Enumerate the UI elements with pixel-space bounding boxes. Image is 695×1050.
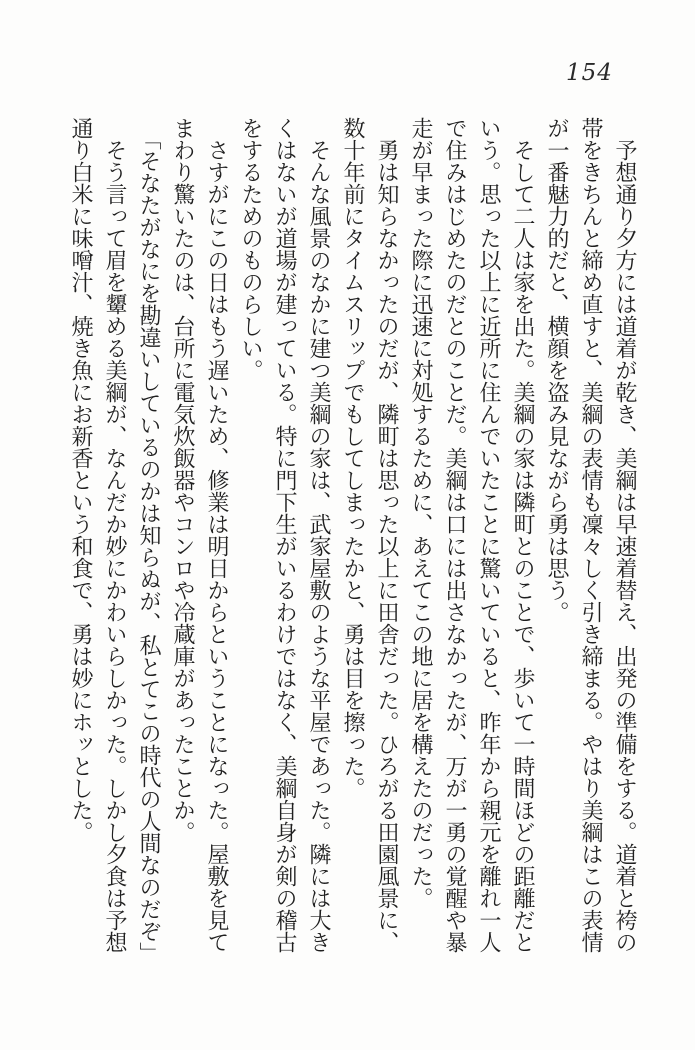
paragraph: 勇は知らなかったのだが、隣町は思った以上に田舎だった。ひろがる田園風景に、数十年前にタイムスリップでもしてしまったかと、勇は目を擦った。 bbox=[340, 117, 399, 953]
paragraph: そんな風景のなかに建つ美綱の家は、武家屋敷のような平屋であった。隣には大きくはないが道場が建っている。特に門下生がいるわけではなく、美綱自身が剣の稽古をするためのものらしい。 bbox=[238, 117, 331, 953]
paragraph: 予想通り夕方には道着が乾き、美綱は早速着替え、出発の準備をする。道着と袴の帯をきちんと締め直すと、美綱の表情も凜々しく引き締まる。やはり美綱はこの表情が一番魅力的だと、横顔を盗み見ながら勇は思う。 bbox=[544, 117, 637, 953]
body-text bbox=[61, 117, 641, 964]
paragraph: そう言って眉を顰める美綱が、なんだか妙にかわいらしかった。しかし夕食は予想通り白米に味噌汁、焼き魚にお新香という和食で、勇は妙にホッとした。 bbox=[68, 117, 127, 953]
paragraph: そして二人は家を出た。美綱の家は隣町とのことで、歩いて一時間ほどの距離だという。思った以上に近所に住んでいたことに驚いていると、昨年から親元を離れ一人で住みはじめたのだとのことだ。美綱は口には出さなかったが、万が一勇の覚醒や暴走が早まった際に迅速に対処するために、あえてこの地に居を構えたのだった。 bbox=[408, 117, 535, 953]
page-number: 154 bbox=[566, 60, 613, 86]
paragraph-dialogue: 「そなたがなにを勘違いしているのかは知らぬが、私とてこの時代の人間なのだぞ」 bbox=[136, 128, 161, 964]
paragraph: さすがにこの日はもう遅いため、修業は明日からということになった。屋敷を見てまわり驚いたのは、台所に電気炊飯器やコンロや冷蔵庫があったことか。 bbox=[170, 117, 229, 953]
